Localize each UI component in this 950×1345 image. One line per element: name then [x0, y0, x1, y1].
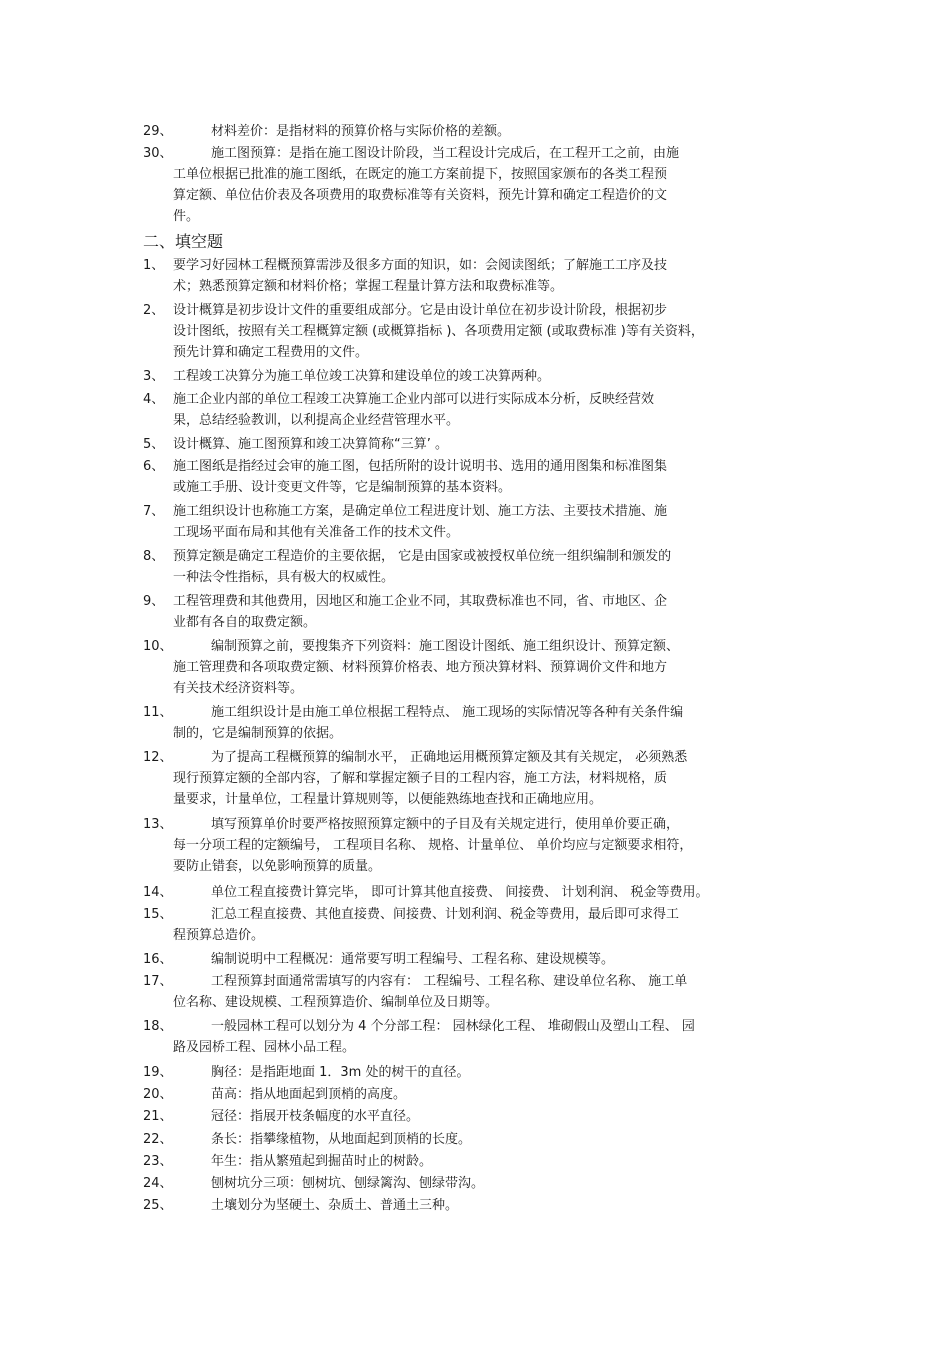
- item-text: 冠径：指展开枝条幅度的水平直径。: [211, 1109, 420, 1124]
- item-number: 20、: [143, 1087, 173, 1102]
- item-text: 单位工程直接费计算完毕， 即可计算其他直接费、 间接费、 计划利润、 税金等费用。: [211, 885, 709, 900]
- item-text: 材料差价：是指材料的预算价格与实际价格的差额。: [211, 124, 511, 139]
- item-text: 编制说明中工程概况：通常要写明工程编号、工程名称、建设规模等。: [211, 952, 615, 967]
- item-number: 4、: [143, 392, 165, 407]
- item-number: 5、: [143, 437, 165, 452]
- item-number: 8、: [143, 549, 165, 564]
- item-text: 工程管理费和其他费用，因地区和施工企业不同，其取费标准也不同，省、市地区、企 业都有各自的取费定额。: [173, 594, 668, 630]
- item-text: 预算定额是确定工程造价的主要依据， 它是由国家或被授权单位统一组织编制和颁发的 一种法令性指标，具有极大的权威性。: [173, 549, 672, 585]
- item-number: 19、: [143, 1065, 173, 1080]
- item-text: 施工组织设计是由施工单位根据工程特点、 施工现场的实际情况等各种有关条件编 制的，它是编制预算的依据。: [173, 705, 684, 741]
- item-text: 条长：指攀缘植物，从地面起到顶梢的长度。: [211, 1132, 472, 1147]
- item-number: 13、: [143, 817, 173, 832]
- item-number: 22、: [143, 1132, 173, 1147]
- item-text: 胸径：是指距地面 1．3m 处的树干的直径。: [211, 1065, 470, 1080]
- item-text: 一般园林工程可以划分为 4 个分部工程： 园林绿化工程、 堆砌假山及塑山工程、 园 路及园桥工程、园林小品工程。: [173, 1019, 695, 1055]
- item-number: 30、: [143, 146, 173, 161]
- item-number: 9、: [143, 594, 165, 609]
- item-number: 15、: [143, 907, 173, 922]
- item-number: 21、: [143, 1109, 173, 1124]
- item-text: 设计概算是初步设计文件的重要组成部分。它是由设计单位在初步设计阶段，根据初步 设计图纸，按照有关工程概算定额 (或概算指标 )、各项费用定额 (或取费标准 )等有关资料， 预先计算和确定工程费用的文件。: [173, 303, 704, 360]
- item-number: 7、: [143, 504, 165, 519]
- item-text: 施工图纸是指经过会审的施工图，包括所附的设计说明书、选用的通用图集和标准图集 或施工手册、设计变更文件等，它是编制预算的基本资料。: [173, 459, 668, 495]
- item-text: 施工组织设计也称施工方案，是确定单位工程进度计划、施工方法、主要技术措施、施 工现场平面布局和其他有关准备工作的技术文件。: [173, 504, 668, 540]
- item-text: 设计概算、施工图预算和竣工决算简称“三算’ 。: [173, 437, 448, 452]
- item-number: 25、: [143, 1198, 173, 1213]
- item-number: 17、: [143, 974, 173, 989]
- item-text: 年生：指从繁殖起到掘苗时止的树龄。: [211, 1154, 433, 1169]
- item-number: 11、: [143, 705, 173, 720]
- item-number: 10、: [143, 639, 173, 654]
- item-number: 18、: [143, 1019, 173, 1034]
- item-number: 14、: [143, 885, 173, 900]
- item-number: 29、: [143, 124, 173, 139]
- item-text: 施工图预算：是指在施工图设计阶段，当工程设计完成后，在工程开工之前，由施 工单位根据已批准的施工图纸，在既定的施工方案前提下，按照国家颁布的各类工程预 算定额、单位估价表及各项费用的取费标准等有关资料，预先计算和确定工程造价的文 件。: [173, 146, 680, 224]
- item-text: 为了提高工程概预算的编制水平， 正确地运用概预算定额及其有关规定， 必须熟悉 现行预算定额的全部内容，了解和掌握定额子目的工程内容，施工方法，材料规格，质 量要求，计量单位，工程量计算规则等，以便能熟练地查找和正确地应用。: [173, 750, 688, 807]
- section-title: 二、填空题: [143, 232, 224, 251]
- item-number: 12、: [143, 750, 173, 765]
- item-text: 工程竣工决算分为施工单位竣工决算和建设单位的竣工决算两种。: [173, 369, 551, 384]
- item-number: 2、: [143, 303, 165, 318]
- item-number: 1、: [143, 258, 165, 273]
- item-text: 要学习好园林工程概预算需涉及很多方面的知识，如：会阅读图纸；了解施工工序及技 术；熟悉预算定额和材料价格；掌握工程量计算方法和取费标准等。: [173, 258, 668, 294]
- item-text: 编制预算之前，要搜集齐下列资料：施工图设计图纸、施工组织设计、预算定额、 施工管理费和各项取费定额、材料预算价格表、地方预决算材料、预算调价文件和地方 有关技术经济资料等。: [173, 639, 680, 696]
- item-text: 土壤划分为坚硬土、杂质土、普通土三种。: [211, 1198, 459, 1213]
- item-number: 16、: [143, 952, 173, 967]
- item-number: 3、: [143, 369, 165, 384]
- item-text: 施工企业内部的单位工程竣工决算施工企业内部可以进行实际成本分析，反映经营效 果，总结经验教训，以利提高企业经营管理水平。: [173, 392, 655, 428]
- item-number: 24、: [143, 1176, 173, 1191]
- item-text: 汇总工程直接费、其他直接费、间接费、计划利润、税金等费用，最后即可求得工 程预算总造价。: [173, 907, 680, 943]
- item-text: 刨树坑分三项：刨树坑、刨绿篱沟、刨绿带沟。: [211, 1176, 485, 1191]
- item-text: 工程预算封面通常需填写的内容有： 工程编号、工程名称、建设单位名称、 施工单 位名称、建设规模、工程预算造价、编制单位及日期等。: [173, 974, 688, 1010]
- item-number: 6、: [143, 459, 165, 474]
- item-text: 填写预算单价时要严格按照预算定额中的子目及有关规定进行，使用单价要正确， 每一分项工程的定额编号， 工程项目名称、 规格、计量单位、 单价均应与定额要求相符， 要防止错套，以免影响预算的质量。: [173, 817, 693, 874]
- item-number: 23、: [143, 1154, 173, 1169]
- item-text: 苗高：指从地面起到顶梢的高度。: [211, 1087, 407, 1102]
